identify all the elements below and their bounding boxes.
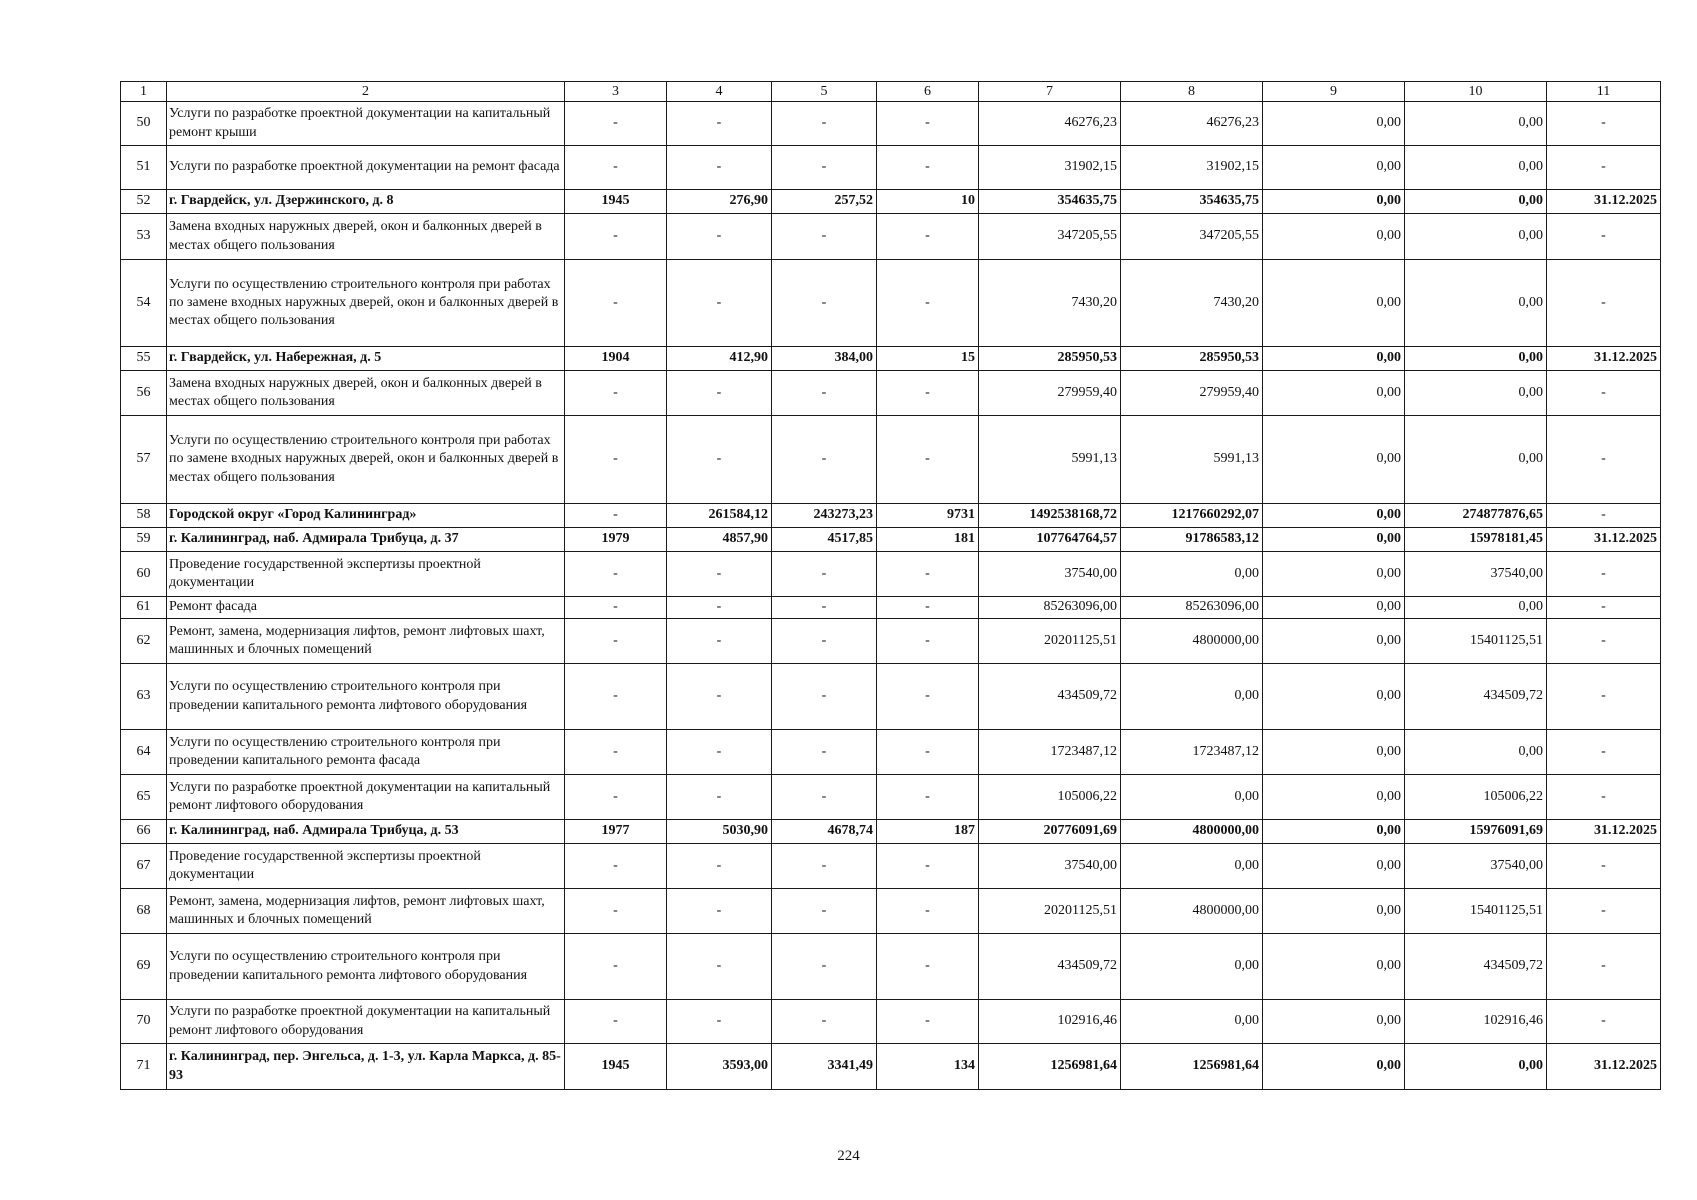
completion-date-cell: - bbox=[1547, 844, 1661, 889]
completion-date-cell: - bbox=[1547, 504, 1661, 528]
total-cost-cell: 20776091,69 bbox=[979, 820, 1121, 844]
cost-fund-1-cell: 279959,40 bbox=[1121, 371, 1263, 416]
year-built-cell: - bbox=[565, 730, 667, 775]
completion-date-cell: 31.12.2025 bbox=[1547, 347, 1661, 371]
work-row bbox=[121, 889, 1661, 934]
work-description-cell: Услуги по осуществлению строительного контроля при работах по замене входных наружных дверей, окон и балконных дверей в местах общего пользования bbox=[167, 416, 565, 504]
work-description-cell: Проведение государственной экспертизы проектной документации bbox=[167, 844, 565, 889]
living-area-cell: - bbox=[772, 146, 877, 190]
total-area-cell: - bbox=[667, 664, 772, 730]
work-row bbox=[121, 619, 1661, 664]
cost-fund-3-cell: 37540,00 bbox=[1405, 844, 1547, 889]
row-number-cell: 65 bbox=[121, 775, 167, 820]
cost-fund-1-cell: 347205,55 bbox=[1121, 214, 1263, 260]
cost-fund-1-cell: 0,00 bbox=[1121, 934, 1263, 1000]
row-number-cell: 66 bbox=[121, 820, 167, 844]
cost-fund-3-cell: 105006,22 bbox=[1405, 775, 1547, 820]
work-description-cell: г. Калининград, наб. Адмирала Трибуца, д. 37 bbox=[167, 528, 565, 552]
cost-fund-2-cell: 0,00 bbox=[1263, 597, 1405, 619]
residents-count-cell: - bbox=[877, 260, 979, 347]
cost-fund-2-cell: 0,00 bbox=[1263, 347, 1405, 371]
cost-fund-2-cell: 0,00 bbox=[1263, 1044, 1405, 1090]
cost-fund-3-cell: 0,00 bbox=[1405, 260, 1547, 347]
year-built-cell: 1945 bbox=[565, 190, 667, 214]
total-cost-cell: 347205,55 bbox=[979, 214, 1121, 260]
cost-fund-1-cell: 1723487,12 bbox=[1121, 730, 1263, 775]
year-built-cell: - bbox=[565, 416, 667, 504]
completion-date-cell: 31.12.2025 bbox=[1547, 820, 1661, 844]
living-area-cell: - bbox=[772, 844, 877, 889]
cost-fund-1-cell: 0,00 bbox=[1121, 775, 1263, 820]
row-number-cell: 64 bbox=[121, 730, 167, 775]
cost-fund-3-cell: 0,00 bbox=[1405, 371, 1547, 416]
row-number-cell: 50 bbox=[121, 102, 167, 146]
row-number-cell: 53 bbox=[121, 214, 167, 260]
work-row bbox=[121, 371, 1661, 416]
year-built-cell: - bbox=[565, 260, 667, 347]
year-built-cell: - bbox=[565, 552, 667, 597]
total-cost-cell: 434509,72 bbox=[979, 934, 1121, 1000]
row-number-cell: 59 bbox=[121, 528, 167, 552]
completion-date-cell: - bbox=[1547, 214, 1661, 260]
work-description-cell: Проведение государственной экспертизы проектной документации bbox=[167, 552, 565, 597]
cost-fund-3-cell: 274877876,65 bbox=[1405, 504, 1547, 528]
address-row bbox=[121, 820, 1661, 844]
work-description-cell: Услуги по разработке проектной документации на ремонт фасада bbox=[167, 146, 565, 190]
total-cost-cell: 20201125,51 bbox=[979, 889, 1121, 934]
residents-count-cell: 10 bbox=[877, 190, 979, 214]
row-number-cell: 61 bbox=[121, 597, 167, 619]
cost-fund-2-cell: 0,00 bbox=[1263, 664, 1405, 730]
residents-count-cell: 9731 bbox=[877, 504, 979, 528]
total-area-cell: - bbox=[667, 146, 772, 190]
cost-fund-2-cell: 0,00 bbox=[1263, 528, 1405, 552]
work-row bbox=[121, 775, 1661, 820]
total-cost-cell: 279959,40 bbox=[979, 371, 1121, 416]
cost-fund-3-cell: 0,00 bbox=[1405, 102, 1547, 146]
column-number-header: 4 bbox=[667, 82, 772, 102]
total-area-cell: - bbox=[667, 552, 772, 597]
total-area-cell: - bbox=[667, 934, 772, 1000]
cost-fund-2-cell: 0,00 bbox=[1263, 416, 1405, 504]
address-row bbox=[121, 190, 1661, 214]
work-description-cell: г. Гвардейск, ул. Дзержинского, д. 8 bbox=[167, 190, 565, 214]
cost-fund-2-cell: 0,00 bbox=[1263, 844, 1405, 889]
cost-fund-3-cell: 434509,72 bbox=[1405, 664, 1547, 730]
cost-fund-2-cell: 0,00 bbox=[1263, 820, 1405, 844]
total-area-cell: - bbox=[667, 619, 772, 664]
year-built-cell: - bbox=[565, 371, 667, 416]
living-area-cell: - bbox=[772, 552, 877, 597]
work-description-cell: Услуги по осуществлению строительного контроля при проведении капитального ремонта лифтового оборудования bbox=[167, 664, 565, 730]
residents-count-cell: - bbox=[877, 889, 979, 934]
cost-fund-2-cell: 0,00 bbox=[1263, 552, 1405, 597]
row-number-cell: 69 bbox=[121, 934, 167, 1000]
living-area-cell: - bbox=[772, 214, 877, 260]
work-description-cell: Ремонт, замена, модернизация лифтов, ремонт лифтовых шахт, машинных и блочных помещений bbox=[167, 889, 565, 934]
residents-count-cell: - bbox=[877, 102, 979, 146]
cost-fund-1-cell: 5991,13 bbox=[1121, 416, 1263, 504]
cost-fund-3-cell: 0,00 bbox=[1405, 730, 1547, 775]
cost-fund-2-cell: 0,00 bbox=[1263, 146, 1405, 190]
year-built-cell: - bbox=[565, 102, 667, 146]
work-description-cell: Замена входных наружных дверей, окон и балконных дверей в местах общего пользования bbox=[167, 214, 565, 260]
column-number-header: 7 bbox=[979, 82, 1121, 102]
cost-fund-1-cell: 91786583,12 bbox=[1121, 528, 1263, 552]
completion-date-cell: - bbox=[1547, 934, 1661, 1000]
column-number-header: 2 bbox=[167, 82, 565, 102]
year-built-cell: 1945 bbox=[565, 1044, 667, 1090]
year-built-cell: 1977 bbox=[565, 820, 667, 844]
year-built-cell: - bbox=[565, 844, 667, 889]
total-area-cell: 4857,90 bbox=[667, 528, 772, 552]
total-cost-cell: 1256981,64 bbox=[979, 1044, 1121, 1090]
cost-fund-3-cell: 15978181,45 bbox=[1405, 528, 1547, 552]
cost-fund-2-cell: 0,00 bbox=[1263, 730, 1405, 775]
residents-count-cell: 187 bbox=[877, 820, 979, 844]
residents-count-cell: - bbox=[877, 1000, 979, 1044]
cost-fund-1-cell: 4800000,00 bbox=[1121, 889, 1263, 934]
residents-count-cell: - bbox=[877, 552, 979, 597]
work-row bbox=[121, 102, 1661, 146]
year-built-cell: 1979 bbox=[565, 528, 667, 552]
cost-fund-1-cell: 1217660292,07 bbox=[1121, 504, 1263, 528]
total-area-cell: - bbox=[667, 1000, 772, 1044]
work-row bbox=[121, 552, 1661, 597]
cost-fund-1-cell: 4800000,00 bbox=[1121, 619, 1263, 664]
cost-fund-2-cell: 0,00 bbox=[1263, 190, 1405, 214]
cost-fund-2-cell: 0,00 bbox=[1263, 260, 1405, 347]
cost-fund-2-cell: 0,00 bbox=[1263, 889, 1405, 934]
work-row bbox=[121, 934, 1661, 1000]
total-cost-cell: 85263096,00 bbox=[979, 597, 1121, 619]
completion-date-cell: - bbox=[1547, 730, 1661, 775]
year-built-cell: - bbox=[565, 664, 667, 730]
cost-fund-3-cell: 15401125,51 bbox=[1405, 889, 1547, 934]
total-area-cell: - bbox=[667, 889, 772, 934]
year-built-cell: - bbox=[565, 504, 667, 528]
column-number-header: 10 bbox=[1405, 82, 1547, 102]
total-cost-cell: 37540,00 bbox=[979, 552, 1121, 597]
work-row bbox=[121, 260, 1661, 347]
total-cost-cell: 7430,20 bbox=[979, 260, 1121, 347]
header-row bbox=[121, 82, 1661, 102]
year-built-cell: - bbox=[565, 934, 667, 1000]
completion-date-cell: - bbox=[1547, 552, 1661, 597]
work-description-cell: Услуги по осуществлению строительного контроля при проведении капитального ремонта лифтового оборудования bbox=[167, 934, 565, 1000]
work-description-cell: Городской округ «Город Калининград» bbox=[167, 504, 565, 528]
address-row bbox=[121, 504, 1661, 528]
total-cost-cell: 434509,72 bbox=[979, 664, 1121, 730]
column-number-header: 6 bbox=[877, 82, 979, 102]
completion-date-cell: - bbox=[1547, 416, 1661, 504]
year-built-cell: - bbox=[565, 146, 667, 190]
cost-fund-3-cell: 15976091,69 bbox=[1405, 820, 1547, 844]
cost-fund-2-cell: 0,00 bbox=[1263, 504, 1405, 528]
cost-fund-3-cell: 0,00 bbox=[1405, 146, 1547, 190]
column-number-header: 5 bbox=[772, 82, 877, 102]
cost-fund-1-cell: 0,00 bbox=[1121, 1000, 1263, 1044]
row-number-cell: 60 bbox=[121, 552, 167, 597]
total-area-cell: - bbox=[667, 597, 772, 619]
cost-fund-1-cell: 7430,20 bbox=[1121, 260, 1263, 347]
year-built-cell: - bbox=[565, 889, 667, 934]
cost-fund-3-cell: 0,00 bbox=[1405, 597, 1547, 619]
work-row bbox=[121, 730, 1661, 775]
total-area-cell: - bbox=[667, 214, 772, 260]
work-description-cell: Услуги по разработке проектной документации на капитальный ремонт лифтового оборудования bbox=[167, 775, 565, 820]
residents-count-cell: - bbox=[877, 619, 979, 664]
work-description-cell: г. Гвардейск, ул. Набережная, д. 5 bbox=[167, 347, 565, 371]
cost-fund-3-cell: 102916,46 bbox=[1405, 1000, 1547, 1044]
cost-fund-2-cell: 0,00 bbox=[1263, 214, 1405, 260]
completion-date-cell: - bbox=[1547, 260, 1661, 347]
cost-fund-1-cell: 4800000,00 bbox=[1121, 820, 1263, 844]
work-row bbox=[121, 416, 1661, 504]
living-area-cell: - bbox=[772, 730, 877, 775]
total-area-cell: - bbox=[667, 730, 772, 775]
cost-fund-3-cell: 0,00 bbox=[1405, 214, 1547, 260]
row-number-cell: 67 bbox=[121, 844, 167, 889]
work-description-cell: Замена входных наружных дверей, окон и балконных дверей в местах общего пользования bbox=[167, 371, 565, 416]
column-number-header: 11 bbox=[1547, 82, 1661, 102]
living-area-cell: - bbox=[772, 889, 877, 934]
living-area-cell: 384,00 bbox=[772, 347, 877, 371]
total-area-cell: 412,90 bbox=[667, 347, 772, 371]
column-number-header: 8 bbox=[1121, 82, 1263, 102]
total-area-cell: - bbox=[667, 416, 772, 504]
total-area-cell: - bbox=[667, 102, 772, 146]
total-cost-cell: 1723487,12 bbox=[979, 730, 1121, 775]
cost-fund-1-cell: 354635,75 bbox=[1121, 190, 1263, 214]
cost-fund-3-cell: 0,00 bbox=[1405, 190, 1547, 214]
row-number-cell: 71 bbox=[121, 1044, 167, 1090]
address-row bbox=[121, 1044, 1661, 1090]
living-area-cell: - bbox=[772, 775, 877, 820]
residents-count-cell: 134 bbox=[877, 1044, 979, 1090]
total-cost-cell: 102916,46 bbox=[979, 1000, 1121, 1044]
residents-count-cell: - bbox=[877, 416, 979, 504]
completion-date-cell: - bbox=[1547, 371, 1661, 416]
residents-count-cell: 15 bbox=[877, 347, 979, 371]
total-cost-cell: 285950,53 bbox=[979, 347, 1121, 371]
row-number-cell: 56 bbox=[121, 371, 167, 416]
living-area-cell: - bbox=[772, 1000, 877, 1044]
row-number-cell: 62 bbox=[121, 619, 167, 664]
work-description-cell: Услуги по разработке проектной документации на капитальный ремонт крыши bbox=[167, 102, 565, 146]
address-row bbox=[121, 528, 1661, 552]
completion-date-cell: 31.12.2025 bbox=[1547, 1044, 1661, 1090]
work-description-cell: Ремонт, замена, модернизация лифтов, ремонт лифтовых шахт, машинных и блочных помещений bbox=[167, 619, 565, 664]
total-cost-cell: 354635,75 bbox=[979, 190, 1121, 214]
cost-fund-1-cell: 1256981,64 bbox=[1121, 1044, 1263, 1090]
cost-fund-1-cell: 285950,53 bbox=[1121, 347, 1263, 371]
total-area-cell: - bbox=[667, 260, 772, 347]
address-row bbox=[121, 347, 1661, 371]
cost-fund-1-cell: 31902,15 bbox=[1121, 146, 1263, 190]
total-area-cell: 5030,90 bbox=[667, 820, 772, 844]
total-cost-cell: 5991,13 bbox=[979, 416, 1121, 504]
column-number-header: 9 bbox=[1263, 82, 1405, 102]
residents-count-cell: - bbox=[877, 146, 979, 190]
living-area-cell: 4678,74 bbox=[772, 820, 877, 844]
cost-fund-2-cell: 0,00 bbox=[1263, 619, 1405, 664]
row-number-cell: 57 bbox=[121, 416, 167, 504]
capital-repair-table bbox=[120, 81, 1661, 1090]
living-area-cell: - bbox=[772, 260, 877, 347]
cost-fund-3-cell: 434509,72 bbox=[1405, 934, 1547, 1000]
completion-date-cell: 31.12.2025 bbox=[1547, 528, 1661, 552]
living-area-cell: - bbox=[772, 934, 877, 1000]
year-built-cell: 1904 bbox=[565, 347, 667, 371]
residents-count-cell: - bbox=[877, 214, 979, 260]
total-area-cell: 276,90 bbox=[667, 190, 772, 214]
total-area-cell: 3593,00 bbox=[667, 1044, 772, 1090]
total-cost-cell: 37540,00 bbox=[979, 844, 1121, 889]
living-area-cell: - bbox=[772, 664, 877, 730]
work-row bbox=[121, 844, 1661, 889]
completion-date-cell: - bbox=[1547, 775, 1661, 820]
work-description-cell: г. Калининград, пер. Энгельса, д. 1-3, ул. Карла Маркса, д. 85-93 bbox=[167, 1044, 565, 1090]
total-cost-cell: 105006,22 bbox=[979, 775, 1121, 820]
total-cost-cell: 1492538168,72 bbox=[979, 504, 1121, 528]
work-description-cell: Услуги по осуществлению строительного контроля при проведении капитального ремонта фасада bbox=[167, 730, 565, 775]
residents-count-cell: - bbox=[877, 664, 979, 730]
year-built-cell: - bbox=[565, 214, 667, 260]
year-built-cell: - bbox=[565, 775, 667, 820]
row-number-cell: 54 bbox=[121, 260, 167, 347]
cost-fund-1-cell: 85263096,00 bbox=[1121, 597, 1263, 619]
residents-count-cell: - bbox=[877, 730, 979, 775]
total-cost-cell: 20201125,51 bbox=[979, 619, 1121, 664]
work-description-cell: г. Калининград, наб. Адмирала Трибуца, д. 53 bbox=[167, 820, 565, 844]
cost-fund-1-cell: 0,00 bbox=[1121, 844, 1263, 889]
completion-date-cell: - bbox=[1547, 146, 1661, 190]
living-area-cell: - bbox=[772, 416, 877, 504]
cost-fund-1-cell: 0,00 bbox=[1121, 664, 1263, 730]
row-number-cell: 70 bbox=[121, 1000, 167, 1044]
completion-date-cell: - bbox=[1547, 1000, 1661, 1044]
total-area-cell: - bbox=[667, 844, 772, 889]
residents-count-cell: - bbox=[877, 597, 979, 619]
living-area-cell: 3341,49 bbox=[772, 1044, 877, 1090]
total-cost-cell: 31902,15 bbox=[979, 146, 1121, 190]
residents-count-cell: - bbox=[877, 371, 979, 416]
work-row bbox=[121, 664, 1661, 730]
work-description-cell: Ремонт фасада bbox=[167, 597, 565, 619]
completion-date-cell: 31.12.2025 bbox=[1547, 190, 1661, 214]
living-area-cell: - bbox=[772, 597, 877, 619]
completion-date-cell: - bbox=[1547, 597, 1661, 619]
residents-count-cell: - bbox=[877, 775, 979, 820]
column-number-header: 3 bbox=[565, 82, 667, 102]
work-row bbox=[121, 1000, 1661, 1044]
cost-fund-3-cell: 15401125,51 bbox=[1405, 619, 1547, 664]
living-area-cell: - bbox=[772, 102, 877, 146]
living-area-cell: 257,52 bbox=[772, 190, 877, 214]
total-cost-cell: 107764764,57 bbox=[979, 528, 1121, 552]
cost-fund-1-cell: 46276,23 bbox=[1121, 102, 1263, 146]
row-number-cell: 51 bbox=[121, 146, 167, 190]
living-area-cell: - bbox=[772, 619, 877, 664]
residents-count-cell: - bbox=[877, 934, 979, 1000]
completion-date-cell: - bbox=[1547, 102, 1661, 146]
total-area-cell: - bbox=[667, 371, 772, 416]
cost-fund-2-cell: 0,00 bbox=[1263, 1000, 1405, 1044]
completion-date-cell: - bbox=[1547, 664, 1661, 730]
row-number-cell: 52 bbox=[121, 190, 167, 214]
work-row bbox=[121, 146, 1661, 190]
completion-date-cell: - bbox=[1547, 619, 1661, 664]
year-built-cell: - bbox=[565, 619, 667, 664]
cost-fund-2-cell: 0,00 bbox=[1263, 775, 1405, 820]
year-built-cell: - bbox=[565, 1000, 667, 1044]
cost-fund-3-cell: 0,00 bbox=[1405, 416, 1547, 504]
total-cost-cell: 46276,23 bbox=[979, 102, 1121, 146]
cost-fund-1-cell: 0,00 bbox=[1121, 552, 1263, 597]
living-area-cell: - bbox=[772, 371, 877, 416]
row-number-cell: 68 bbox=[121, 889, 167, 934]
year-built-cell: - bbox=[565, 597, 667, 619]
completion-date-cell: - bbox=[1547, 889, 1661, 934]
residents-count-cell: - bbox=[877, 844, 979, 889]
cost-fund-3-cell: 37540,00 bbox=[1405, 552, 1547, 597]
row-number-cell: 63 bbox=[121, 664, 167, 730]
page-number: 224 bbox=[837, 1148, 860, 1164]
living-area-cell: 4517,85 bbox=[772, 528, 877, 552]
living-area-cell: 243273,23 bbox=[772, 504, 877, 528]
cost-fund-3-cell: 0,00 bbox=[1405, 1044, 1547, 1090]
cost-fund-2-cell: 0,00 bbox=[1263, 934, 1405, 1000]
cost-fund-3-cell: 0,00 bbox=[1405, 347, 1547, 371]
column-number-header: 1 bbox=[121, 82, 167, 102]
total-area-cell: 261584,12 bbox=[667, 504, 772, 528]
total-area-cell: - bbox=[667, 775, 772, 820]
row-number-cell: 55 bbox=[121, 347, 167, 371]
work-description-cell: Услуги по разработке проектной документации на капитальный ремонт лифтового оборудования bbox=[167, 1000, 565, 1044]
cost-fund-2-cell: 0,00 bbox=[1263, 371, 1405, 416]
residents-count-cell: 181 bbox=[877, 528, 979, 552]
work-row bbox=[121, 214, 1661, 260]
work-row bbox=[121, 597, 1661, 619]
work-description-cell: Услуги по осуществлению строительного контроля при работах по замене входных наружных дверей, окон и балконных дверей в местах общего пользования bbox=[167, 260, 565, 347]
cost-fund-2-cell: 0,00 bbox=[1263, 102, 1405, 146]
row-number-cell: 58 bbox=[121, 504, 167, 528]
